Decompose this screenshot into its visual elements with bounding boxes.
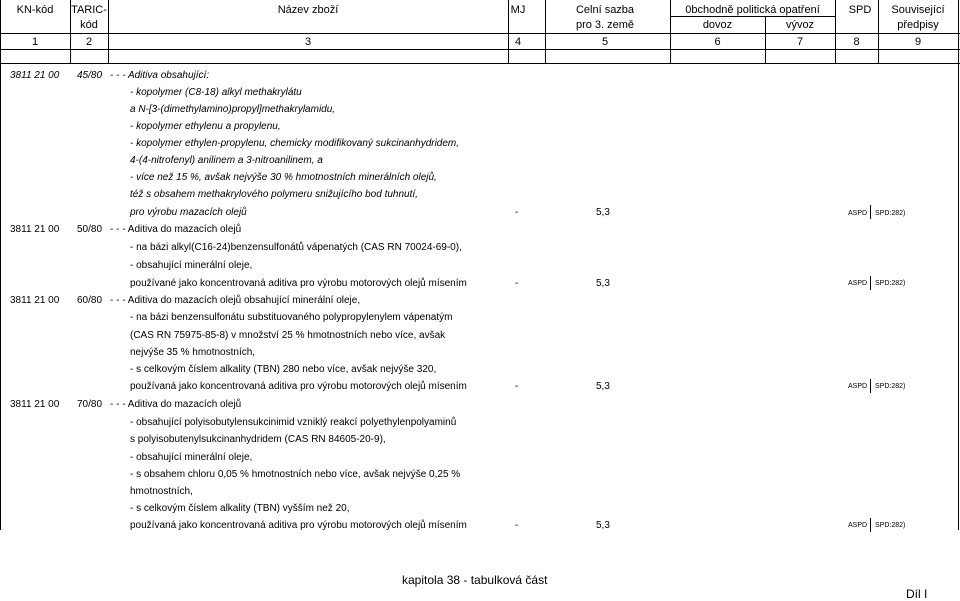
- goods-line: - obsahující polyisobutylensukcinimid vzniklý reakcí polyethylenpolyaminů: [130, 417, 457, 428]
- goods-line: - s celkovým číslem alkality (TBN) 280 nebo více, avšak nejvýše 320,: [130, 364, 437, 375]
- unit-mj: -: [515, 520, 519, 531]
- header-rule-3: [0, 63, 960, 64]
- taric-code: 45/80: [77, 70, 103, 81]
- header-mj: MJ: [510, 4, 526, 16]
- related-regulation: SPD:282): [875, 210, 906, 217]
- header-kn-code: KN-kód: [16, 4, 54, 16]
- related-regulation: SPD:282): [875, 383, 906, 390]
- goods-line: používané jako koncentrovaná aditiva pro výrobu motorových olejů mísením: [130, 278, 467, 289]
- spd-code: ASPD: [848, 280, 868, 287]
- goods-line: - - - Aditiva do mazacích olejů obsahující minerální oleje,: [110, 295, 361, 306]
- header-rule-2: [0, 49, 960, 50]
- goods-line: - více než 15 %, avšak nejvýše 30 % hmotnostních minerálních olejů,: [130, 172, 437, 183]
- col-divider: [878, 0, 879, 64]
- header-export: vývoz: [785, 19, 815, 31]
- spd-separator: [870, 518, 871, 532]
- goods-line: hmotnostních,: [130, 486, 193, 497]
- header-import: dovoz: [702, 19, 733, 31]
- goods-line: a N-[3-(dimethylamino)propyl]methakrylamidu,: [130, 104, 336, 115]
- duty-rate: 5,3: [596, 381, 610, 392]
- header-spd: SPD: [848, 4, 872, 16]
- goods-line: 4-(4-nitrofenyl) anilinem a 3-nitroanilinem, a: [130, 155, 323, 166]
- spd-code: ASPD: [848, 383, 868, 390]
- taric-code: 60/80: [77, 295, 103, 306]
- goods-line: - - - Aditiva do mazacích olejů: [110, 399, 242, 410]
- related-regulation: SPD:282): [875, 280, 906, 287]
- related-regulation: SPD:282): [875, 522, 906, 529]
- col-number: 8: [853, 36, 860, 48]
- spd-separator: [870, 379, 871, 393]
- col-number: 7: [796, 36, 804, 48]
- unit-mj: -: [515, 278, 519, 289]
- taric-code: 70/80: [77, 399, 103, 410]
- goods-line: - na bázi alkyl(C16-24)benzensulfonátů vápenatých (CAS RN 70024-69-0),: [130, 242, 462, 253]
- body-left-border: [0, 64, 1, 530]
- taric-code: 50/80: [77, 224, 103, 235]
- goods-line: pro výrobu mazacích olejů: [130, 207, 247, 218]
- col-divider: [670, 0, 671, 64]
- spd-separator: [870, 205, 871, 219]
- goods-line: - kopolymer ethylen-propylenu, chemicky modifikovaný sukcinanhydridem,: [130, 138, 460, 149]
- header-taric-line2: kód: [80, 19, 98, 31]
- col-divider: [70, 0, 71, 64]
- unit-mj: -: [515, 207, 519, 218]
- footer-chapter: kapitola 38 - tabulková část: [402, 573, 548, 587]
- col-number: 6: [714, 36, 721, 48]
- kn-code: 3811 21 00: [10, 224, 60, 235]
- header-rule-sub: [670, 16, 835, 17]
- col-number: 4: [514, 36, 522, 48]
- col-divider: [108, 0, 109, 64]
- header-rule-1: [0, 33, 960, 34]
- goods-line: - - - Aditiva do mazacích olejů: [110, 224, 242, 235]
- kn-code: 3811 21 00: [10, 295, 60, 306]
- goods-line: - - - Aditiva obsahující:: [110, 70, 210, 81]
- spd-code: ASPD: [848, 210, 868, 217]
- goods-line: nejvýše 35 % hmotnostních,: [130, 347, 256, 358]
- col-number: 5: [601, 36, 609, 48]
- header-trade-measures: 0bchodně politická opatření: [685, 4, 820, 16]
- goods-line: též s obsahem methakrylového polymeru snižujícího bod tuhnutí,: [130, 189, 418, 200]
- spd-code: ASPD: [848, 522, 868, 529]
- col-divider: [0, 0, 1, 64]
- header-related-line2: předpisy: [897, 19, 939, 31]
- goods-line: - obsahující minerální oleje,: [130, 452, 253, 463]
- goods-line: - kopolymer (C8-18) alkyl methakrylátu: [130, 87, 302, 98]
- header-goods-name: Název zboží: [277, 4, 339, 16]
- goods-line: - obsahující minerální oleje,: [130, 260, 253, 271]
- goods-line: s polyisobutenylsukcinanhydridem (CAS RN 84605-20-9),: [130, 434, 386, 445]
- kn-code: 3811 21 00: [10, 70, 60, 81]
- col-number: 2: [85, 36, 93, 48]
- goods-line: používaná jako koncentrovaná aditiva pro výrobu motorových olejů mísením: [130, 381, 467, 392]
- goods-line: - s celkovým číslem alkality (TBN) vyšším než 20,: [130, 503, 350, 514]
- duty-rate: 5,3: [596, 520, 610, 531]
- spd-separator: [870, 276, 871, 290]
- col-number: 3: [304, 36, 312, 48]
- col-divider: [508, 0, 509, 64]
- col-divider: [958, 0, 959, 64]
- goods-line: - kopolymer ethylenu a propylenu,: [130, 121, 281, 132]
- footer-part: Díl I: [906, 587, 928, 601]
- goods-line: (CAS RN 75975-85-8) v množství 25 % hmotnostních nebo více, avšak: [130, 330, 446, 341]
- kn-code: 3811 21 00: [10, 399, 60, 410]
- goods-line: - na bázi benzensulfonátu substituovaného polypropylenylem vápenatým: [130, 312, 453, 323]
- header-duty-rate: Celní sazba: [575, 4, 635, 16]
- goods-line: používaná jako koncentrovaná aditiva pro výrobu motorových olejů mísením: [130, 520, 467, 531]
- header-related: Související: [891, 4, 945, 16]
- header-duty-rate-line2: pro 3. země: [575, 19, 635, 31]
- col-number: 9: [914, 36, 922, 48]
- duty-rate: 5,3: [596, 278, 610, 289]
- goods-line: - s obsahem chloru 0,05 % hmotnostních nebo více, avšak nejvýše 0,25 %: [130, 469, 461, 480]
- header-taric-line1: TARIC-: [71, 4, 107, 16]
- col-divider: [835, 0, 836, 64]
- col-number: 1: [31, 36, 39, 48]
- body-right-border: [958, 64, 959, 530]
- duty-rate: 5,3: [596, 207, 610, 218]
- col-divider: [545, 0, 546, 64]
- unit-mj: -: [515, 381, 519, 392]
